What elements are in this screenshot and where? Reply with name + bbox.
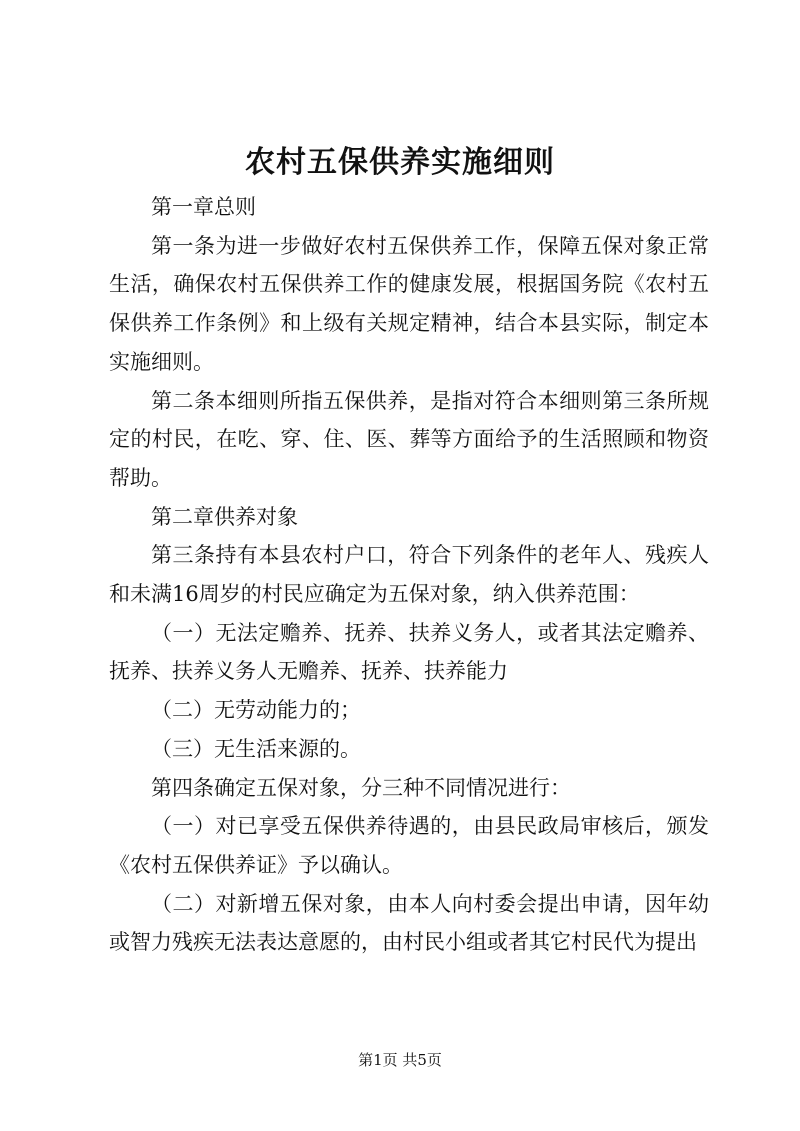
chapter-heading: 第一章总则 <box>151 195 256 219</box>
document-title: 农村五保供养实施细则 <box>245 145 555 180</box>
paragraph: 第二条本细则所指五保供养，是指对符合本细则第三条所规定的村民，在吃、穿、住、医、葬等方面给予的生活照顾和物资帮助。 <box>109 388 709 490</box>
paragraph: 第三条持有本县农村户口，符合下列条件的老年人、残疾人和未满16周岁的村民应确定为五保对象，纳入供养范围： <box>109 543 709 607</box>
paragraph: 第一条为进一步做好农村五保供养工作，保障五保对象正常生活，确保农村五保供养工作的健康发展，根据国务院《农村五保供养工作条例》和上级有关规定精神，结合本县实际，制定本实施细则。 <box>109 233 709 374</box>
list-item: （三）无生活来源的。 <box>151 736 361 761</box>
list-item: （二）无劳动能力的； <box>151 698 361 723</box>
list-item: （一）无法定赡养、抚养、扶养义务人，或者其法定赡养、抚养、扶养义务人无赡养、抚养、扶养能力 <box>109 620 709 684</box>
list-item: （二）对新增五保对象，由本人向村委会提出申请，因年幼或智力残疾无法表达意愿的，由村民小组或者其它村民代为提出 <box>109 891 709 955</box>
chapter-heading: 第二章供养对象 <box>151 504 298 529</box>
page-footer: 第1页 共5页 <box>358 1051 442 1069</box>
list-item: （一）对已享受五保供养待遇的，由县民政局审核后，颁发《农村五保供养证》予以确认。 <box>109 814 709 877</box>
paragraph: 第四条确定五保对象，分三种不同情况进行： <box>151 775 571 800</box>
document-body <box>109 188 709 962</box>
